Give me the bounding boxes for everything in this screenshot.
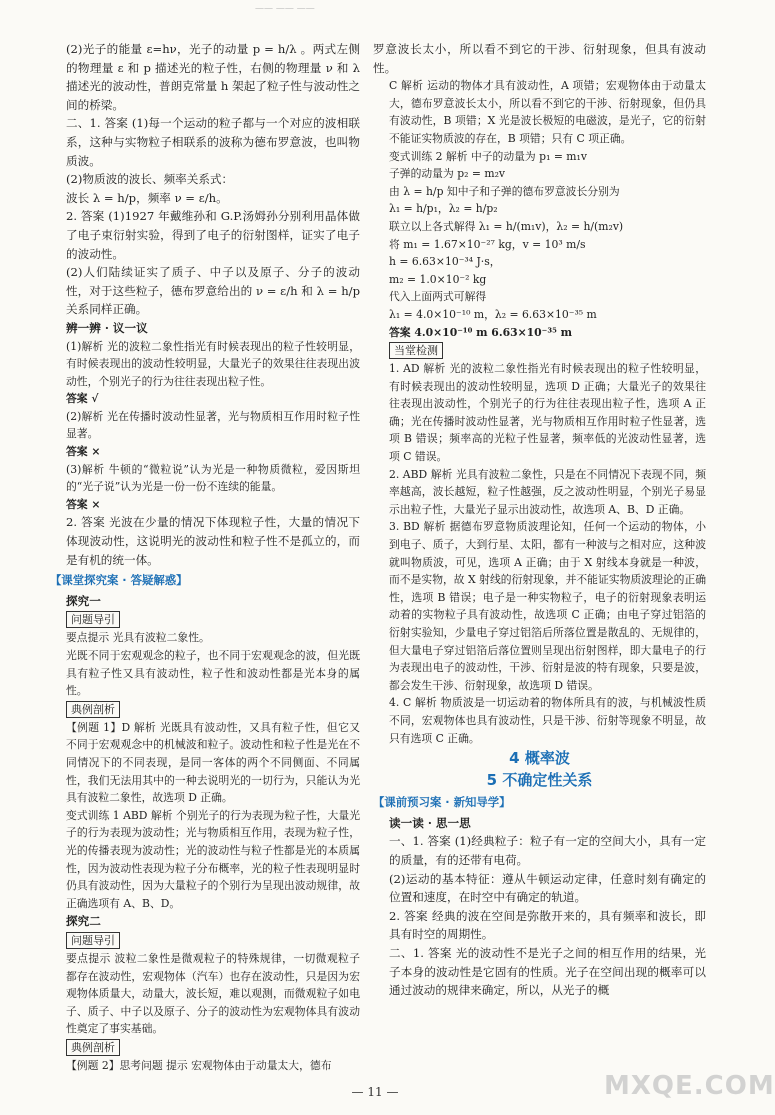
boxed-label: 问题导引 [66, 611, 120, 628]
paragraph: 二、1. 答案 (1)每一个运动的粒子都与一个对应的波相联系，这种与实物粒子相联系的波称为德布罗意波，也叫物质波。 [66, 116, 360, 168]
watermark-logo: MXQE.COM [604, 1071, 775, 1101]
paragraph: 2. 答案 光波在少量的情况下体现粒子性，大量的情况下体现波动性，这说明光的波动性和粒子性不是孤立的，而是有机的统一体。 [66, 515, 360, 567]
answer-line: 答案 4.0×10⁻¹⁰ m 6.63×10⁻³⁵ m [389, 325, 573, 339]
paragraph: 1. AD 解析 光的波粒二象性指光有时候表现出的粒子性较明显，有时候表现出的波动性较明显，选项 D 正确；大量光子的效果往往表现出波动性，个别光子的行为往往表现出粒子性，选项 A 正确；光在传播时波动性显著，光与物质相互作用时粒子性显著，选项 B 错误；频率高的光粒子性显著，频率低的光波动性显著，选项 C 错误。 [389, 362, 706, 464]
paragraph: 2. 答案 (1)1927 年戴维孙和 G.P.汤姆孙分别利用晶体做了电子束衍射实验，得到了电子的衍射图样，证实了电子的波动性。 [66, 209, 360, 261]
formula-line: h = 6.63×10⁻³⁴ J·s， [389, 255, 501, 269]
paragraph: 二、1. 答案 光的波动性不是光子之间的相互作用的结果，光子本身的波动性是它固有的性质。光子在空间出现的概率可以通过波动的规律来确定，所以，从光子的概 [389, 945, 706, 998]
section-tag: 【课前预习案 · 新知导学】 [373, 795, 511, 810]
answer-line: 答案 × [66, 445, 101, 459]
page-number: — 11 — [351, 1085, 399, 1099]
paragraph: 变式训练 1 ABD 解析 个别光子的行为表现为粒子性，大量光子的行为表现为波动性；光与物质相互作用，表现为粒子性，光的传播表现为波动性；光的波动性与粒子性都是光的本质属性，因为波动性表现为粒子分布概率，光的粒子性表现明显时仍具有波动性，因为大量粒子的个别行为呈现出波动规律，故正确选项有 A、B、D。 [66, 808, 360, 910]
right-column [373, 40, 706, 1000]
paragraph: 一、1. 答案 (1)经典粒子：粒子有一定的空间大小，具有一定的质量，有的还带有电荷。 [389, 834, 706, 867]
paragraph: 【例题 2】思考问题 提示 宏观物体由于动量太大，德布 [66, 1058, 332, 1072]
paragraph: 【例题 1】D 解析 光既具有波动性，又具有粒子性，但它又不同于宏观观念中的机械波和粒子。波动性和粒子性是光在不同情况下的不同表现，是同一客体的两个不同侧面、不同属性，我们无法用其中的一种去说明光的一切行为，只能认为光具有波粒二象性，故选项 D 正确。 [66, 720, 360, 805]
subsection-heading: 辨一辨 · 议一议 [66, 320, 148, 335]
subsection-heading: 读一读 · 思一思 [389, 815, 471, 830]
paragraph: (2)人们陆续证实了质子、中子以及原子、分子的波动性，对于这些粒子，德布罗意给出的 ν = ε/h 和 λ = h/p 关系同样正确。 [66, 265, 360, 317]
answer-line: 答案 √ [66, 392, 99, 406]
boxed-label: 典例剖析 [66, 701, 120, 718]
formula-line: 联立以上各式解得 λ₁ = h/(m₁v)，λ₂ = h/(m₂v) [389, 219, 624, 233]
subsection-heading: 探究二 [66, 914, 101, 929]
paragraph: 代入上面两式可解得 [389, 290, 487, 304]
paragraph: 要点提示 光具有波粒二象性。 [66, 631, 210, 645]
formula-line: λ₁ = h/p₁，λ₂ = h/p₂ [389, 202, 498, 216]
paragraph: (2)物质波的波长、频率关系式： [66, 172, 234, 187]
subsection-heading: 探究一 [66, 593, 101, 608]
left-column [50, 40, 360, 1074]
lesson-title: 4 概率波 [509, 749, 570, 768]
paragraph: (3)解析 牛顿的“微粒说”认为光是一种物质微粒，爱因斯坦的“光子说”认为光是一份一份不连续的能量。 [66, 462, 360, 494]
header-scan-noise: —— —— —— [255, 4, 315, 14]
paragraph: (1)解析 光的波粒二象性指光有时候表现出的粒子性较明显，有时候表现出的波动性较明显，大量光子的效果往往表现出波动性，个别光子的行为往往表现出粒子性。 [66, 339, 360, 388]
paragraph: 要点提示 波粒二象性是微观粒子的特殊规律，一切微观粒子都存在波动性，宏观物体（汽车）也存在波动性，只是因为宏观物体质量大，动量大，波长短，难以观测，而微观粒子如电子、质子、中子以及原子、分子的波动性为宏观物体具有波动性奠定了事实基础。 [66, 951, 360, 1036]
formula-line: λ₁ = 4.0×10⁻¹⁰ m，λ₂ = 6.63×10⁻³⁵ m [389, 307, 597, 321]
paragraph: 4. C 解析 物质波是一切运动着的物体所具有的波，与机械波性质不同，宏观物体也具有波动性，只是干涉、衍射等现象不明显，故只有选项 C 正确。 [389, 696, 706, 745]
paragraph: C 解析 运动的物体才具有波动性，A 项错；宏观物体由于动量太大，德布罗意波长太小，所以看不到它的干涉、衍射现象，但仍具有波动性，B 项错；X 光是波长极短的电磁波，是光子，它的衍射不能证实物质波的存在，B 项错；只有 C 项正确。 [389, 79, 706, 145]
paragraph: 罗意波长太小，所以看不到它的干涉、衍射现象，但具有波动性。 [373, 42, 706, 75]
boxed-label: 当堂检测 [389, 342, 443, 359]
lesson-title: 5 不确定性关系 [486, 771, 593, 790]
paragraph: (2)运动的基本特征：遵从牛顿运动定律，任意时刻有确定的位置和速度，在时空中有确定的轨道。 [389, 871, 706, 905]
paragraph: 变式训练 2 解析 中子的动量为 p₁ = m₁v [389, 149, 587, 163]
formula-line: 波长 λ = h/p，频率 ν = ε/h。 [66, 190, 228, 205]
section-tag: 【课堂探究案 · 答疑解惑】 [50, 573, 188, 588]
paragraph: 2. ABD 解析 光具有波粒二象性，只是在不同情况下表现不同，频率越高，波长越短，粒子性越强，反之波动性明显，个别光子易显示出粒子性，大量光子显示出波动性，故选项 A、B、D 正确。 [389, 467, 706, 516]
formula-line: 子弹的动量为 p₂ = m₂v [389, 167, 506, 181]
formula-line: 将 m₁ = 1.67×10⁻²⁷ kg，v = 10³ m/s [389, 237, 586, 251]
formula-line: m₂ = 1.0×10⁻² kg [389, 272, 487, 286]
paragraph: 由 λ = h/p 知中子和子弹的德布罗意波长分别为 [389, 184, 620, 198]
paragraph: (2)光子的能量 ε=hν，光子的动量 p = h/λ 。两式左侧的物理量 ε 和 p 描述光的粒子性，右侧的物理量 ν 和 λ 描述光的波动性，普朗克常量 h 架起了粒子性与波动性之间的桥梁。 [66, 42, 360, 112]
paragraph: 3. BD 解析 据德布罗意物质波理论知，任何一个运动的物体，小到电子、质子，大到行星、太阳，都有一种波与之相对应，这种波就叫物质波，可见，选项 A 正确；由于 X 射线本身就是一种波，而不是实物，故 X 射线的衍射现象，并不能证实物质波理论的正确性，选项 B 错误；电子是一种实物粒子，电子的衍射现象表明运动着的实物粒子具有波动性，故选项 C 正确；由电子穿过铝箔的衍射实验知，少量电子穿过铝箔后所落位置是散乱的、无规律的，但大量电子穿过铝箔后落位置则呈现出衍射图样，即大量电子的行为表现出电子的波动性，干涉、衍射是波的特有现象，只要是波，都会发生干涉、衍射现象，故选项 D 错误。 [389, 520, 706, 692]
boxed-label: 问题导引 [66, 932, 120, 949]
paragraph: 光既不同于宏观观念的粒子，也不同于宏观观念的波，但光既具有粒子性又具有波动性，粒子性和波动性都是光本身的属性。 [66, 649, 360, 698]
answer-line: 答案 × [66, 497, 101, 511]
boxed-label: 典例剖析 [66, 1039, 120, 1056]
paragraph: (2)解析 光在传播时波动性显著，光与物质相互作用时粒子性显著。 [66, 409, 360, 441]
paragraph: 2. 答案 经典的波在空间是弥散开来的，具有频率和波长，即具有时空的周期性。 [389, 908, 706, 942]
